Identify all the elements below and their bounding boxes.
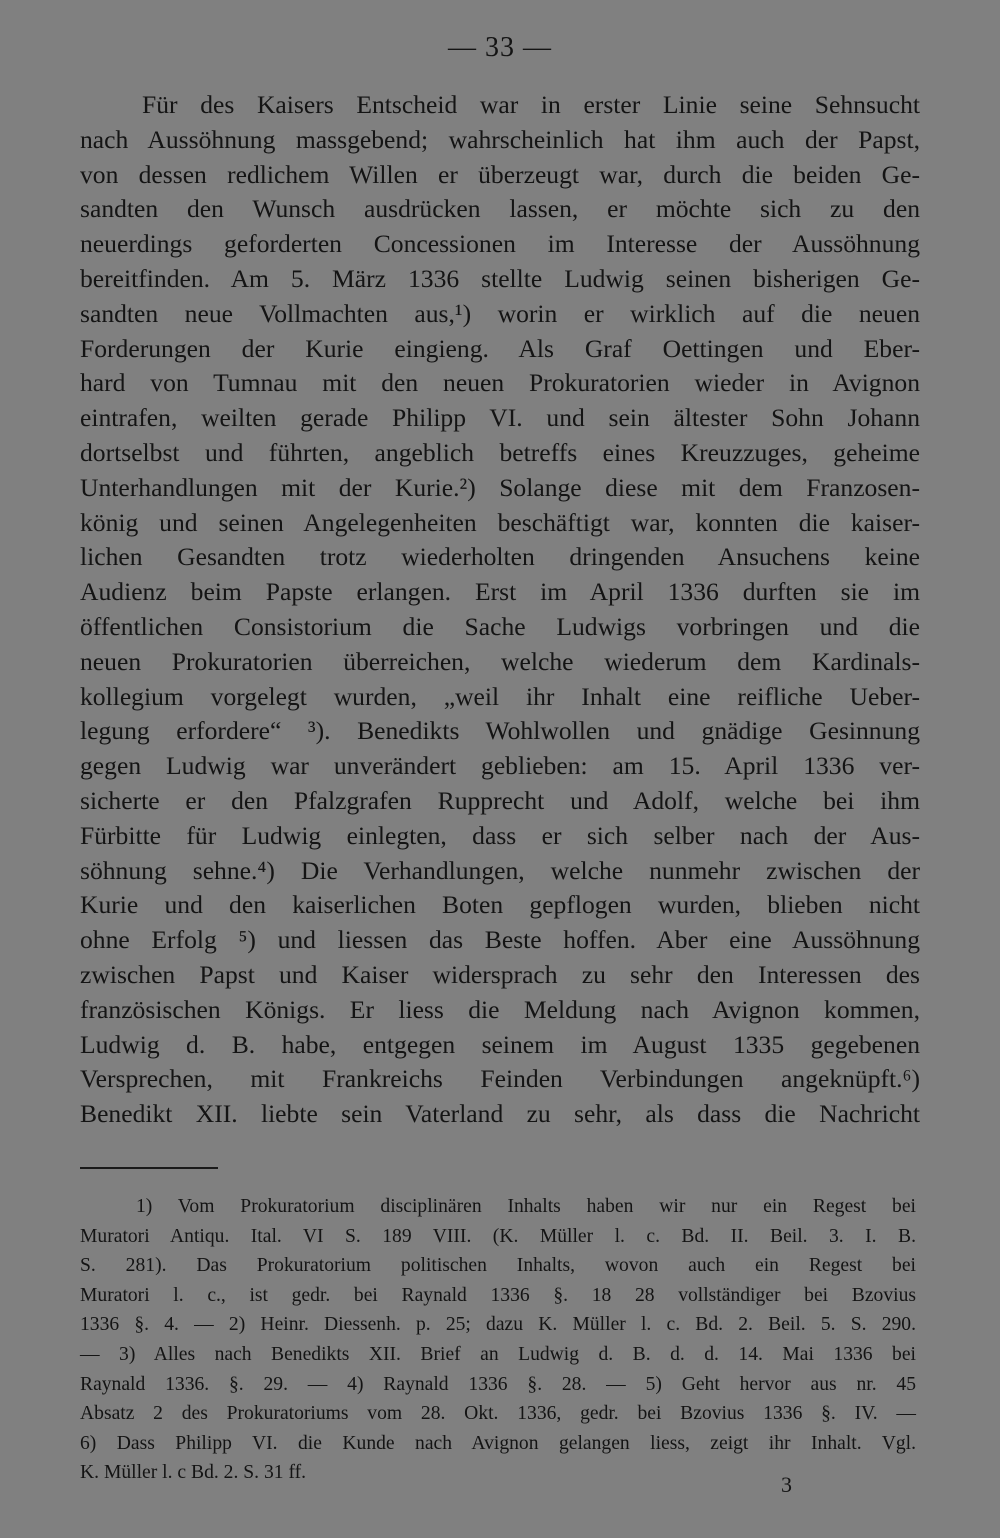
body-line: Versprechen, mit Frankreichs Feinden Verbindungen angeknüpft.⁶) (80, 1064, 920, 1094)
footnote-line: Absatz 2 des Prokuratoriums vom 28. Okt. 1336, gedr. bei Bzovius 1336 §. IV. — (80, 1403, 916, 1425)
body-line: Unterhandlungen mit der Kurie.²) Solange diese mit dem Franzosen- (80, 472, 920, 502)
body-line: sicherte er den Pfalzgrafen Rupprecht und Adolf, welche bei ihm (80, 785, 920, 815)
body-line: nach Aussöhnung massgebend; wahrscheinlich hat ihm auch der Papst, (80, 124, 920, 154)
body-line: öffentlichen Consistorium die Sache Ludwigs vorbringen und die (80, 611, 920, 641)
body-line: lichen Gesandten trotz wiederholten dringenden Ansuchens keine (80, 542, 920, 572)
footnote-line: 1) Vom Prokuratorium disciplinären Inhalts haben wir nur ein Regest bei (136, 1196, 916, 1217)
body-line: eintrafen, weilten gerade Philipp VI. und sein ältester Sohn Johann (80, 403, 920, 433)
body-line: hard von Tumnau mit den neuen Prokuratorien wieder in Avignon (80, 368, 920, 398)
body-line: legung erfordere“ ³). Benedikts Wohlwollen und gnädige Gesinnung (80, 716, 920, 746)
body-line: Benedikt XII. liebte sein Vaterland zu sehr, als dass die Nachricht (80, 1099, 920, 1129)
body-line: Fürbitte für Ludwig einlegten, dass er sich selber nach der Aus- (80, 820, 920, 850)
body-line: neuerdings geforderten Concessionen im Interesse der Aussöhnung (80, 229, 920, 259)
footnote-line: K. Müller l. c Bd. 2. S. 31 ff. (80, 1462, 307, 1484)
footnote-line: Raynald 1336. §. 29. — 4) Raynald 1336 §. 28. — 5) Geht hervor aus nr. 45 (80, 1373, 916, 1395)
body-line: kollegium vorgelegt wurden, „weil ihr Inhalt eine reifliche Ueber- (80, 681, 920, 711)
footnotes (80, 1192, 916, 1488)
body-line: ohne Erfolg ⁵) und liessen das Beste hoffen. Aber eine Aussöhnung (80, 925, 920, 955)
body-line: zwischen Papst und Kaiser widersprach zu sehr den Interessen des (80, 959, 920, 989)
signature-mark: 3 (781, 1472, 792, 1497)
body-line: könig und seinen Angelegenheiten beschäftigt war, konnten die kaiser- (80, 507, 920, 537)
body-line: neuen Prokuratorien überreichen, welche wiederum dem Kardinals- (80, 646, 920, 676)
body-line: französischen Königs. Er liess die Meldung nach Avignon kommen, (80, 994, 920, 1024)
body-line: sandten neue Vollmachten aus,¹) worin er wirklich auf die neuen (80, 298, 920, 328)
footnote-line: Muratori l. c., ist gedr. bei Raynald 1336 §. 18 28 vollständiger bei Bzovius (80, 1284, 916, 1306)
body-text (80, 88, 920, 1132)
body-line: sandten den Wunsch ausdrücken lassen, er möchte sich zu den (80, 194, 920, 224)
body-line: söhnung sehne.⁴) Die Verhandlungen, welche nunmehr zwischen der (80, 855, 920, 885)
page-header: — 33 — (448, 32, 552, 63)
body-line: dortselbst und führten, angeblich betreffs eines Kreuzzuges, geheime (80, 437, 920, 467)
footnote-separator (80, 1167, 218, 1169)
body-line: Forderungen der Kurie eingieng. Als Graf Oettingen und Eber- (80, 333, 920, 363)
footnote-line: 6) Dass Philipp VI. die Kunde nach Avignon gelangen liess, zeigt ihr Inhalt. Vgl. (80, 1432, 916, 1454)
body-line: von dessen redlichem Willen er überzeugt war, durch die beiden Ge- (80, 159, 920, 189)
body-line: gegen Ludwig war unverändert geblieben: am 15. April 1336 ver- (80, 751, 920, 781)
body-line: Für des Kaisers Entscheid war in erster Linie seine Sehnsucht (142, 90, 920, 119)
body-line: Audienz beim Papste erlangen. Erst im April 1336 durften sie im (80, 577, 920, 607)
footnote-line: Muratori Antiqu. Ital. VI S. 189 VIII. (K. Müller l. c. Bd. II. Beil. 3. I. B. (80, 1225, 916, 1247)
body-line: bereitfinden. Am 5. März 1336 stellte Ludwig seinen bisherigen Ge- (80, 263, 920, 293)
footnote-line: 1336 §. 4. — 2) Heinr. Diessenh. p. 25; dazu K. Müller l. c. Bd. 2. Beil. 5. S. 290. (80, 1314, 916, 1336)
footnote-line: S. 281). Das Prokuratorium politischen Inhalts, wovon auch ein Regest bei (80, 1255, 916, 1277)
body-line: Kurie und den kaiserlichen Boten gepflogen wurden, blieben nicht (80, 890, 920, 920)
footnote-line: — 3) Alles nach Benedikts XII. Brief an Ludwig d. B. d. d. 14. Mai 1336 bei (80, 1343, 916, 1365)
body-line: Ludwig d. B. habe, entgegen seinem im August 1335 gegebenen (80, 1029, 920, 1059)
